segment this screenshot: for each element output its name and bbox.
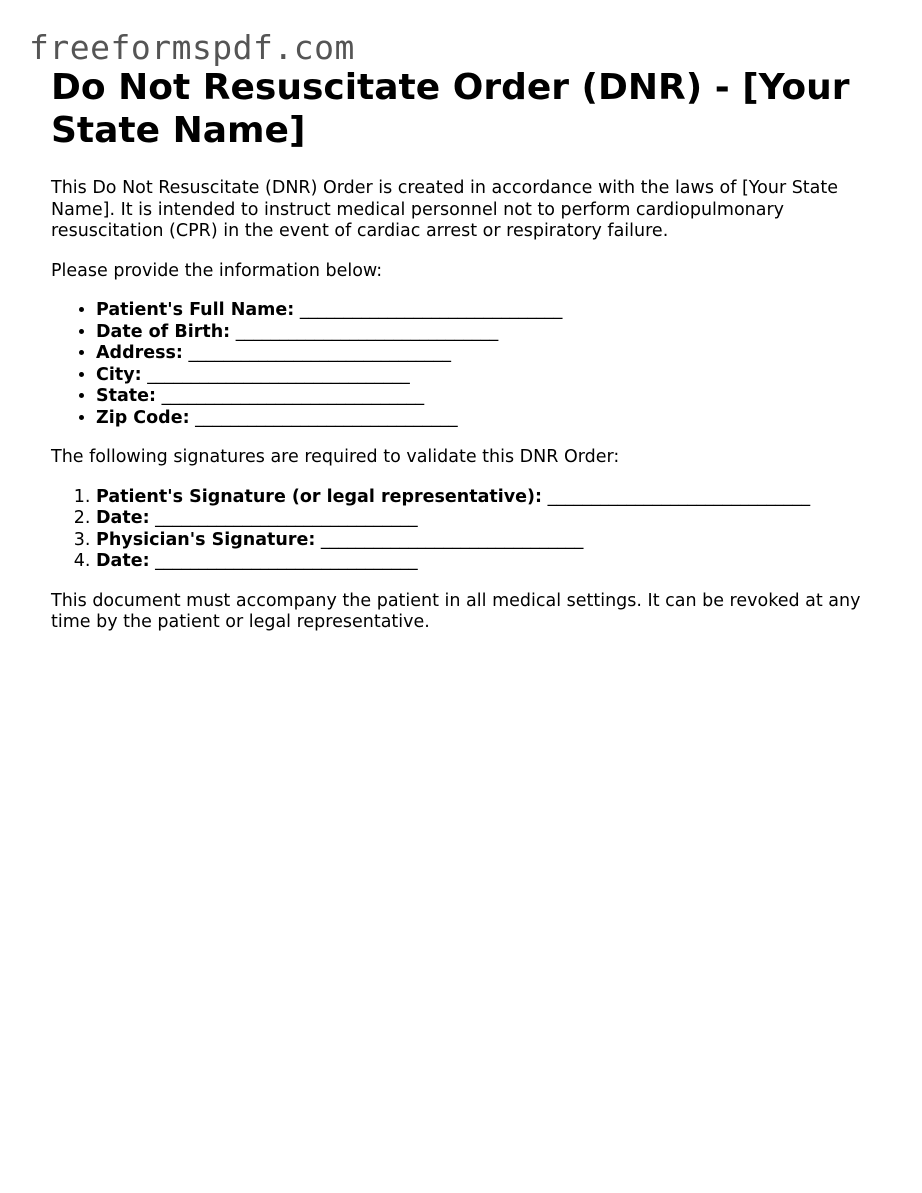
- fill-in-blank[interactable]: ______________________________: [320, 529, 584, 550]
- field-label: Patient's Signature (or legal representative):: [96, 486, 543, 507]
- field-label: City:: [96, 364, 142, 385]
- field-physician-signature-date: [96, 551, 871, 573]
- fill-in-blank[interactable]: ______________________________: [188, 343, 452, 363]
- fill-in-blank[interactable]: ______________________________: [147, 364, 410, 385]
- fill-in-blank[interactable]: ______________________________: [235, 321, 499, 342]
- fill-in-blank[interactable]: ______________________________: [161, 386, 425, 406]
- closing-paragraph: This document must accompany the patient in all medical settings. It can be revoked at any time by the patient or legal representative.: [51, 590, 861, 632]
- field-label: Date:: [96, 508, 150, 528]
- intro-paragraph: This Do Not Resuscitate (DNR) Order is created in accordance with the laws of [Your State Name]. It is intended to instruct medical personnel not to perform cardiopulmonary resuscitation (CPR) in the event of cardiac arrest or respiratory failure.: [51, 178, 839, 241]
- field-label: Date of Birth:: [96, 321, 231, 342]
- field-label: Zip Code:: [96, 407, 190, 428]
- document-page: [51, 66, 871, 634]
- signatures-prompt: The following signatures are required to validate this DNR Order:: [51, 447, 620, 467]
- site-watermark: freeformspdf.com: [29, 28, 355, 67]
- signature-list: [51, 487, 871, 573]
- field-zip-code: [96, 408, 871, 430]
- field-label: State:: [96, 386, 157, 406]
- document-title: Do Not Resuscitate Order (DNR) - [Your State Name]: [51, 67, 850, 151]
- field-patient-full-name: [96, 300, 871, 322]
- field-label: Patient's Full Name:: [96, 300, 295, 320]
- fill-in-blank[interactable]: ______________________________: [547, 486, 811, 507]
- fill-in-blank[interactable]: ______________________________: [195, 407, 458, 428]
- field-city: [96, 365, 871, 387]
- patient-info-list: [51, 300, 871, 429]
- field-state: [96, 386, 871, 408]
- field-patient-signature-date: [96, 508, 871, 530]
- fill-in-blank[interactable]: ______________________________: [299, 300, 563, 320]
- fill-in-blank[interactable]: ______________________________: [155, 508, 418, 528]
- field-label: Physician's Signature:: [96, 529, 316, 550]
- info-prompt: Please provide the information below:: [51, 260, 383, 281]
- field-label: Address:: [96, 343, 183, 363]
- field-patient-signature: [96, 487, 871, 509]
- fill-in-blank[interactable]: ______________________________: [155, 551, 418, 571]
- field-address: [96, 343, 871, 365]
- field-label: Date:: [96, 551, 150, 571]
- field-physician-signature: [96, 530, 871, 552]
- field-date-of-birth: [96, 322, 871, 344]
